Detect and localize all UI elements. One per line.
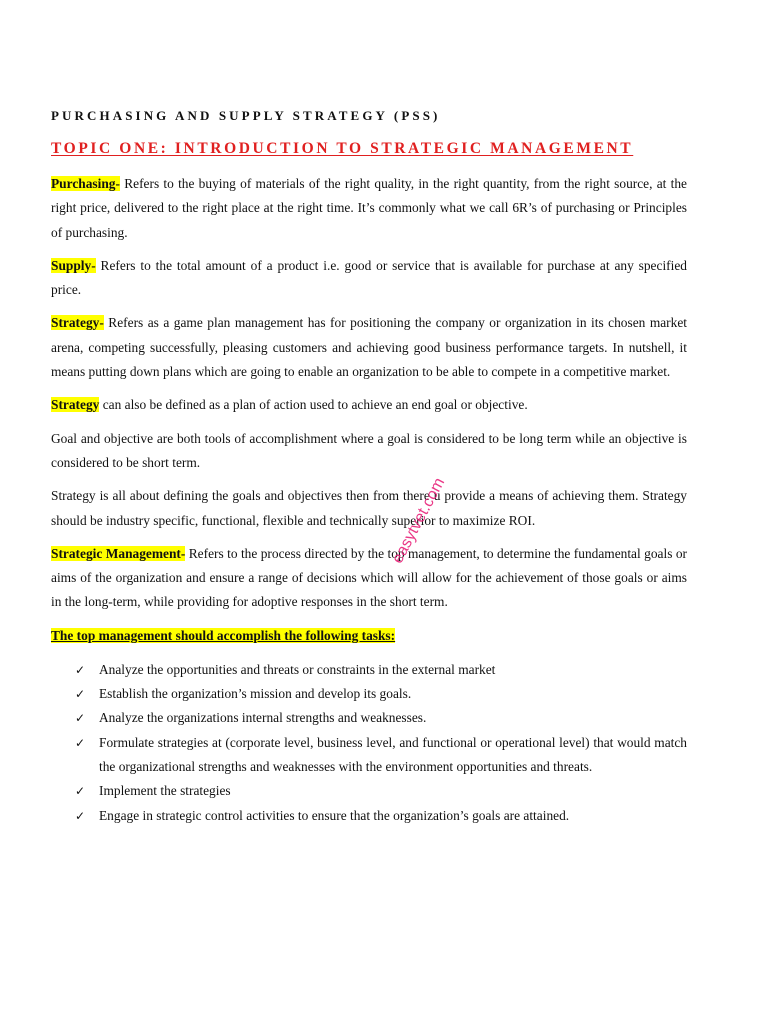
list-item-text: Analyze the opportunities and threats or constraints in the external market <box>99 661 496 677</box>
document-page <box>51 108 687 828</box>
paragraph-strategy-goals <box>51 484 687 533</box>
paragraph-text: Goal and objective are both tools of accomplishment where a goal is considered to be long term while an objective is considered to be short term. <box>51 430 687 470</box>
paragraph-strategy <box>51 311 687 384</box>
check-icon: ✓ <box>75 784 86 799</box>
check-icon: ✓ <box>75 735 86 750</box>
list-item-text: Analyze the organizations internal strengths and weaknesses. <box>99 710 427 726</box>
paragraph-text: Refers to the total amount of a product i.e. good or service that is available for purchase at any specified price. <box>51 257 687 298</box>
paragraph-text: Refers to the process directed by the top management, to determine the fundamental goals or aims of the organization and ensure a range of decisions which will allow for the achievement of those goals or aims in the long-term, while providing for adoptive responses in the short term. <box>51 545 687 610</box>
paragraph-goal-objective <box>51 427 687 476</box>
check-icon: ✓ <box>75 662 86 677</box>
list-item <box>51 779 687 803</box>
check-icon: ✓ <box>75 808 86 823</box>
paragraph-text: can also be defined as a plan of action used to achieve an end goal or objective. <box>99 397 528 413</box>
list-item <box>51 658 687 682</box>
tasks-heading-wrap <box>51 624 687 648</box>
paragraph-text: Refers to the buying of materials of the right quality, in the right quantity, from the right source, at the right price, delivered to the right place at the right time. It’s commonly what we call 6R’s of purchasing or Principles of purchasing. <box>51 176 687 240</box>
term-highlight: Strategic Management- <box>51 545 186 561</box>
paragraph-supply <box>51 254 687 303</box>
term-highlight: Strategy <box>51 397 100 413</box>
paragraph-text: Refers as a game plan management has for positioning the company or organization in its chosen market arena, competing successfully, pleasing customers and achieving good business performance targets. In nutshell, it means putting down plans which are going to enable an organization to be able to compete in a competitive market. <box>51 315 687 380</box>
list-item <box>51 706 687 730</box>
list-item-text: Engage in strategic control activities to ensure that the organization’s goals are attained. <box>99 807 570 823</box>
term-highlight: Purchasing- <box>51 176 120 191</box>
paragraph-strategy-definition <box>51 393 687 417</box>
paragraph-purchasing <box>51 172 687 245</box>
list-item <box>51 682 687 706</box>
watermark-text: easytvet.com <box>389 475 449 567</box>
tasks-list <box>51 658 687 828</box>
check-icon: ✓ <box>75 687 86 702</box>
tasks-heading: The top management should accomplish the following tasks: <box>51 627 396 643</box>
paragraph-text: Strategy is all about defining the goals and objectives then from there u provide a means of achieving them. Strategy should be industry specific, functional, flexible and technically superior to maximize ROI. <box>51 488 687 528</box>
term-highlight: Supply- <box>51 257 96 273</box>
check-icon: ✓ <box>75 711 86 726</box>
list-item <box>51 804 687 828</box>
list-item-text: Establish the organization’s mission and develop its goals. <box>99 686 412 702</box>
list-item-text: Implement the strategies <box>99 783 231 799</box>
list-item <box>51 731 687 780</box>
term-highlight: Strategy- <box>51 315 104 331</box>
document-title: PURCHASING AND SUPPLY STRATEGY (PSS) <box>51 108 441 123</box>
list-item-text: Formulate strategies at (corporate level, business level, and functional or operational level) that would match the organizational strengths and weaknesses with the environment opportunities and threats. <box>99 734 687 774</box>
topic-title: TOPIC ONE: INTRODUCTION TO STRATEGIC MANAGEMENT <box>51 140 634 157</box>
paragraph-strategic-management <box>51 542 687 615</box>
